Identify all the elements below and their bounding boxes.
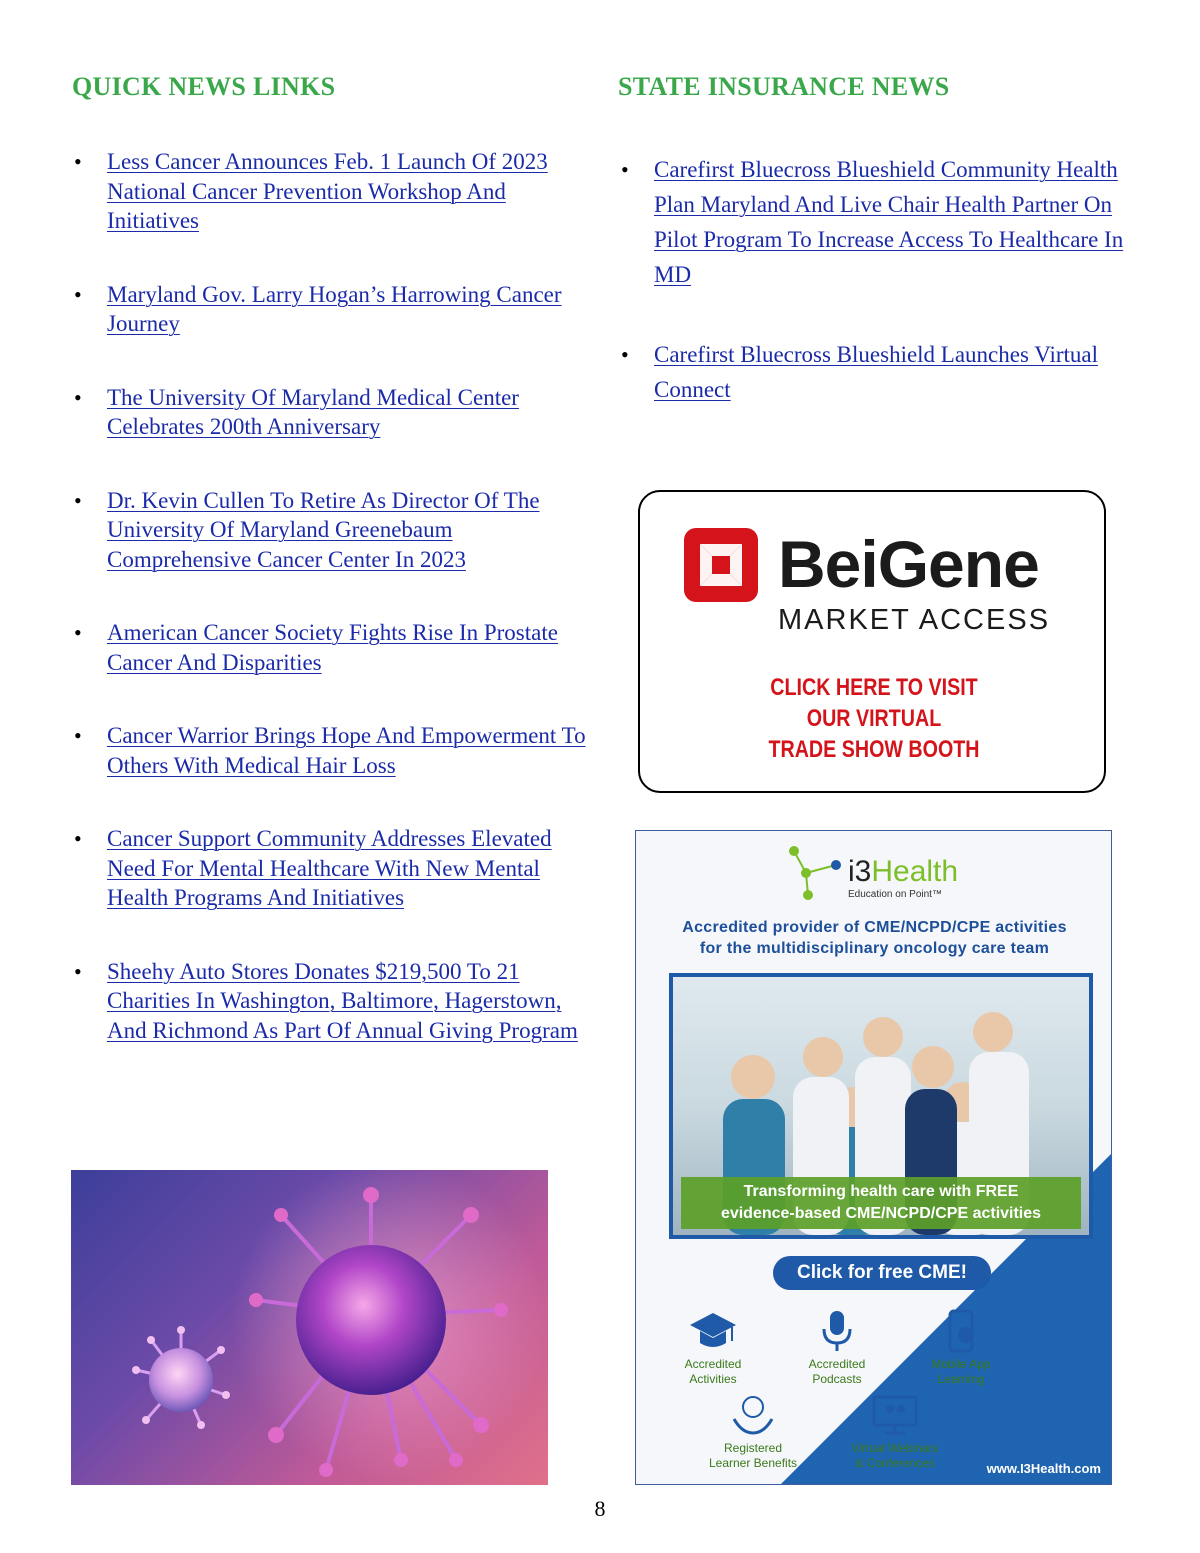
bullet-icon: • xyxy=(74,384,82,410)
feature-virtual-webinars xyxy=(840,1393,950,1471)
accredited-line: Accredited provider of CME/NCPD/CPE activities xyxy=(682,919,1067,936)
virus-illustration xyxy=(71,1170,548,1485)
beigene-cta[interactable] xyxy=(682,672,1066,765)
cta-line: TRADE SHOW BOOTH xyxy=(768,736,980,763)
accredited-line: for the multidisciplinary oncology care team xyxy=(699,940,1050,957)
feature-label: Registered xyxy=(723,1441,783,1455)
feature-label: Mobile App xyxy=(931,1357,991,1371)
bullet-icon: • xyxy=(74,958,82,984)
bullet-icon: • xyxy=(621,342,629,367)
quick-news-heading: QUICK NEWS LINKS xyxy=(72,72,336,101)
cta-line: CLICK HERE TO VISIT xyxy=(770,674,978,701)
molecule-logo-icon xyxy=(786,843,846,903)
feature-label: Podcasts xyxy=(812,1372,862,1386)
feature-label: Accredited xyxy=(684,1357,742,1371)
microphone-icon xyxy=(812,1309,862,1353)
list-item xyxy=(74,280,587,339)
feature-label: Accredited xyxy=(808,1357,866,1371)
feature-label: Virtual Webinars xyxy=(851,1441,939,1455)
news-link[interactable]: American Cancer Society Fights Rise In Prostate Cancer And Disparities xyxy=(107,620,558,675)
beigene-ad-banner[interactable] xyxy=(638,490,1106,793)
graduation-cap-icon xyxy=(688,1309,738,1353)
free-cme-button[interactable]: Click for free CME! xyxy=(773,1256,991,1290)
bullet-icon: • xyxy=(74,620,82,645)
bullet-icon: • xyxy=(74,149,82,174)
list-item xyxy=(621,337,1124,407)
beigene-brand-name: BeiGene xyxy=(778,527,1039,601)
bullet-icon: • xyxy=(74,723,82,748)
healthcare-team-photo xyxy=(669,973,1093,1239)
news-link[interactable]: Carefirst Bluecross Blueshield Launches Virtual Connect xyxy=(654,342,1099,402)
state-insurance-news-heading: STATE INSURANCE NEWS xyxy=(618,72,950,101)
beigene-logo-icon xyxy=(684,528,758,602)
quick-news-list xyxy=(74,147,587,1089)
bullet-icon: • xyxy=(621,157,629,182)
i3health-tagline: Education on Point™ xyxy=(848,889,942,900)
feature-accredited-podcasts xyxy=(782,1309,892,1387)
news-link[interactable]: Cancer Warrior Brings Hope And Empowerment To Others With Medical Hair Loss xyxy=(107,723,586,778)
mobile-app-icon xyxy=(936,1309,986,1353)
list-item xyxy=(74,721,587,780)
cta-line: OUR VIRTUAL xyxy=(806,705,942,732)
news-link[interactable]: Dr. Kevin Cullen To Retire As Director Of The University Of Maryland Greenebaum Comprehensive Cancer Center In 2023 xyxy=(107,487,540,572)
webinar-monitor-icon xyxy=(870,1393,920,1437)
feature-label: Learning xyxy=(937,1372,985,1386)
i3-photo-banner xyxy=(681,1177,1081,1229)
list-item xyxy=(74,486,587,575)
list-item xyxy=(74,957,587,1046)
list-item xyxy=(74,383,587,442)
i3health-ad-banner[interactable] xyxy=(635,830,1112,1485)
i3health-brand-name xyxy=(848,855,958,889)
list-item xyxy=(621,152,1124,292)
virus-graphic xyxy=(71,1170,548,1485)
news-link[interactable]: Sheehy Auto Stores Donates $219,500 To 21 Charities In Washington, Baltimore, Hagerstown, And Richmond As Part Of Annual Giving Program xyxy=(107,958,578,1043)
bullet-icon: • xyxy=(74,826,82,851)
bullet-icon: • xyxy=(74,487,82,513)
feature-label: Activities xyxy=(689,1372,737,1386)
banner-line: Transforming health care with FREE xyxy=(743,1183,1019,1200)
beigene-subtitle: MARKET ACCESS xyxy=(778,604,1051,636)
list-item xyxy=(74,147,587,236)
feature-registered-learner-benefits xyxy=(698,1393,808,1471)
page-number: 8 xyxy=(594,1496,606,1521)
brand-suffix: Health xyxy=(871,855,959,888)
award-hands-icon xyxy=(728,1393,778,1437)
news-link[interactable]: Maryland Gov. Larry Hogan’s Harrowing Cancer Journey xyxy=(107,281,562,336)
feature-accredited-activities xyxy=(658,1309,768,1387)
news-link[interactable]: The University Of Maryland Medical Center Celebrates 200th Anniversary xyxy=(107,384,519,439)
banner-line: evidence-based CME/NCPD/CPE activities xyxy=(720,1205,1042,1222)
state-insurance-news-list xyxy=(621,152,1124,452)
list-item xyxy=(74,824,587,913)
news-link[interactable]: Carefirst Bluecross Blueshield Community Health Plan Maryland And Live Chair Health Partner On Pilot Program To Increase Access To Healthcare In MD xyxy=(654,157,1124,287)
bullet-icon: • xyxy=(74,281,82,307)
news-link[interactable]: Cancer Support Community Addresses Elevated Need For Mental Healthcare With New Mental Health Programs And Initiatives xyxy=(107,826,552,910)
feature-label: Learner Benefits xyxy=(708,1456,798,1470)
list-item xyxy=(74,618,587,677)
i3health-url[interactable]: www.I3Health.com xyxy=(986,1461,1101,1476)
news-link[interactable]: Less Cancer Announces Feb. 1 Launch Of 2023 National Cancer Prevention Workshop And Initiatives xyxy=(107,149,548,233)
accredited-statement xyxy=(636,917,1112,959)
feature-label: & Conferences xyxy=(855,1456,935,1470)
feature-mobile-app-learning xyxy=(906,1309,1016,1387)
brand-prefix: i3 xyxy=(848,855,872,888)
